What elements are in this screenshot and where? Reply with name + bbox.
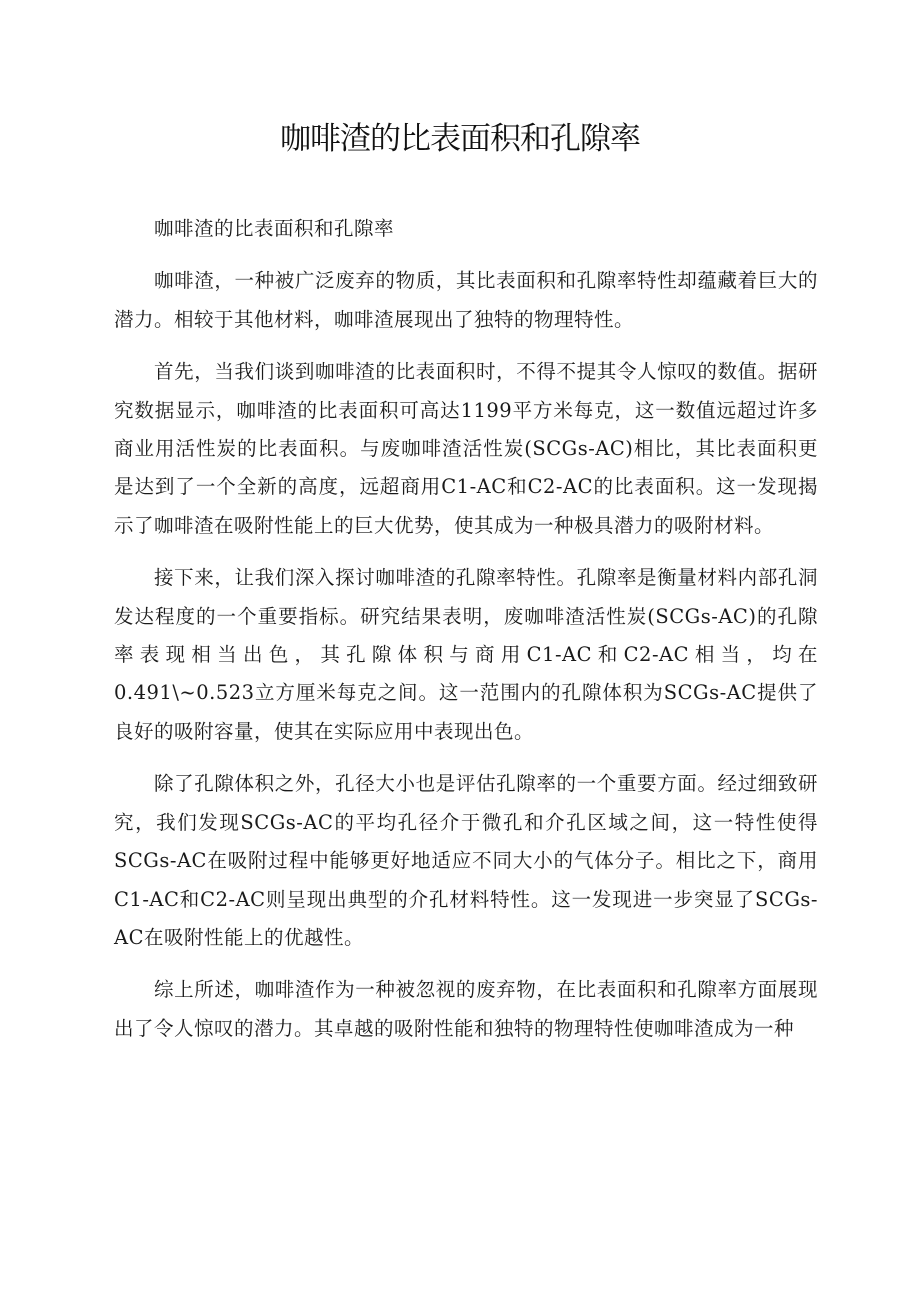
document-subtitle: 咖啡渣的比表面积和孔隙率 (154, 217, 395, 240)
paragraph-conclusion: 综上所述，咖啡渣作为一种被忽视的废弃物，在比表面积和孔隙率方面展现出了令人惊叹的潜力。其卓越的吸附性能和独特的物理特性使咖啡渣成为一种 (114, 978, 818, 1040)
paragraph-surface-area: 首先，当我们谈到咖啡渣的比表面积时，不得不提其令人惊叹的数值。据研究数据显示，咖啡渣的比表面积可高达1199平方米每克，这一数值远超过许多商业用活性炭的比表面积。与废咖啡渣活性炭(SCGs-AC)相比，其比表面积更是达到了一个全新的高度，远超商用C1-AC和C2-AC的比表面积。这一发现揭示了咖啡渣在吸附性能上的巨大优势，使其成为一种极具潜力的吸附材料。 (114, 360, 818, 537)
paragraph-porosity: 接下来，让我们深入探讨咖啡渣的孔隙率特性。孔隙率是衡量材料内部孔洞发达程度的一个重要指标。研究结果表明，废咖啡渣活性炭(SCGs-AC)的孔隙率表现相当出色，其孔隙体积与商用C1-AC和C2-AC相当，均在0.491\~0.523立方厘米每克之间。这一范围内的孔隙体积为SCGs-AC提供了良好的吸附容量，使其在实际应用中表现出色。 (114, 566, 818, 743)
document-title: 咖啡渣的比表面积和孔隙率 (280, 121, 640, 157)
paragraph-intro: 咖啡渣，一种被广泛废弃的物质，其比表面积和孔隙率特性却蕴藏着巨大的潜力。相较于其他材料，咖啡渣展现出了独特的物理特性。 (114, 269, 818, 331)
paragraph-pore-size: 除了孔隙体积之外，孔径大小也是评估孔隙率的一个重要方面。经过细致研究，我们发现SCGs-AC的平均孔径介于微孔和介孔区域之间，这一特性使得SCGs-AC在吸附过程中能够更好地适应不同大小的气体分子。相比之下，商用C1-AC和C2-AC则呈现出典型的介孔材料特性。这一发现进一步突显了SCGs-AC在吸附性能上的优越性。 (114, 772, 818, 949)
document-body (114, 210, 818, 1062)
